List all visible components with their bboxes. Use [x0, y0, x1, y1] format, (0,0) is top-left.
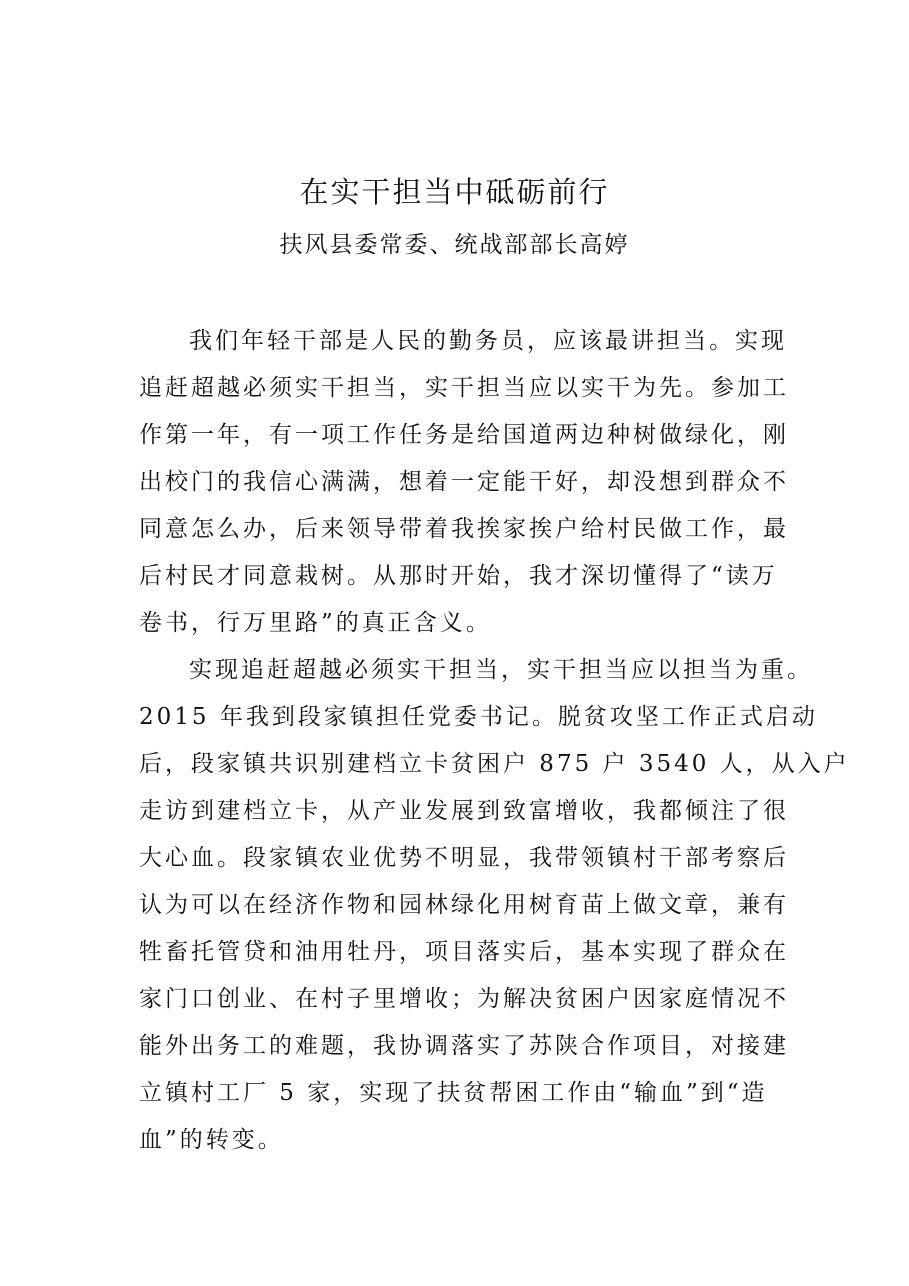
paragraph-line: 2015 年我到段家镇担任党委书记。脱贫攻坚工作正式启动 [139, 704, 818, 730]
paragraph-line: 我们年轻干部是人民的勤务员，应该最讲担当。实现 [189, 328, 787, 354]
paragraph-line: 大心血。段家镇农业优势不明显，我带领镇村干部考察后 [139, 845, 789, 871]
paragraph-line: 牲畜托管贷和油用牡丹，项目落实后，基本实现了群众在 [139, 939, 789, 965]
paragraph-line: 追赶超越必须实干担当，实干担当应以实干为先。参加工 [139, 375, 789, 401]
paragraph-line: 家门口创业、在村子里增收；为解决贫困户因家庭情况不 [139, 986, 789, 1012]
paragraph-line: 后，段家镇共识别建档立卡贫困户 875 户 3540 人，从入户 [139, 751, 850, 777]
document-title: 在实干担当中砥砺前行 [299, 175, 610, 209]
paragraph-line: 认为可以在经济作物和园林绿化用树育苗上做文章，兼有 [139, 892, 789, 918]
paragraph-line: 卷书，行万里路”的真正含义。 [139, 610, 492, 636]
author-byline: 扶风县委常委、统战部部长高婷 [279, 232, 630, 258]
paragraph-line: 实现追赶超越必须实干担当，实干担当应以担当为重。 [189, 657, 813, 683]
paragraph-line: 能外出务工的难题，我协调落实了苏陕合作项目，对接建 [139, 1033, 789, 1059]
paragraph-line: 同意怎么办，后来领导带着我挨家挨户给村民做工作，最 [139, 516, 789, 542]
paragraph-line: 出校门的我信心满满，想着一定能干好，却没想到群众不 [139, 469, 789, 495]
paragraph-line: 作第一年，有一项工作任务是给国道两边种树做绿化，刚 [139, 422, 789, 448]
paragraph-line: 后村民才同意栽树。从那时开始，我才深切懂得了“读万 [139, 563, 778, 589]
paragraph-line: 血”的转变。 [139, 1127, 284, 1153]
paragraph-line: 走访到建档立卡，从产业发展到致富增收，我都倾注了很 [139, 798, 789, 824]
paragraph-line: 立镇村工厂 5 家，实现了扶贫帮困工作由“输血”到“造 [139, 1080, 768, 1106]
